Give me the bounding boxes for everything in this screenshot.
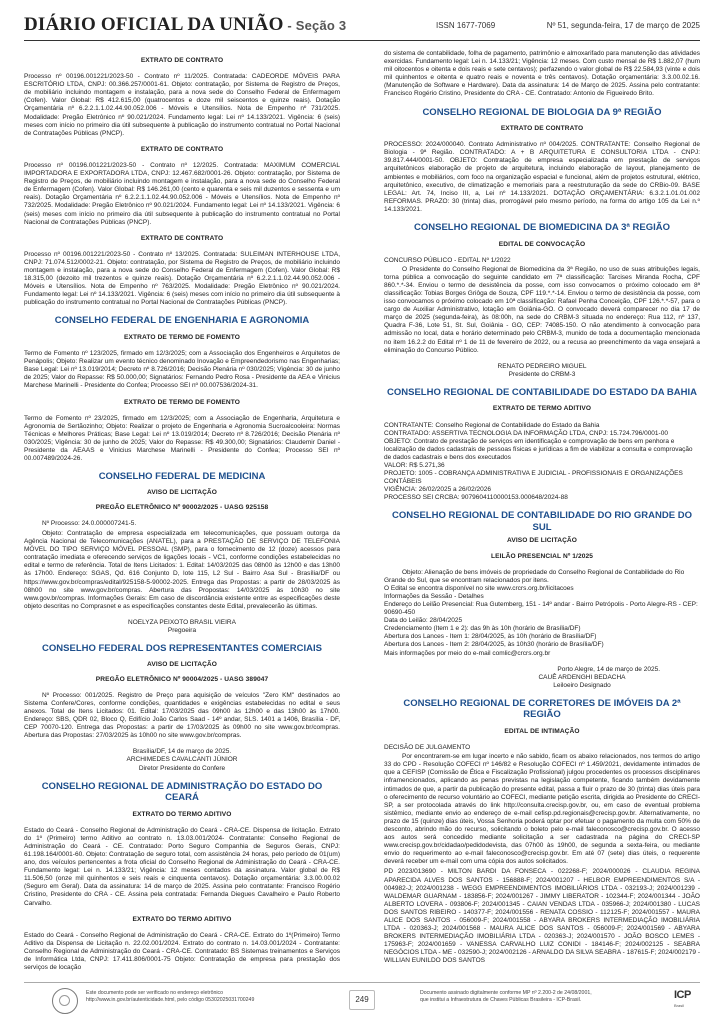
paragraph: Termo de Fomento nº 123/2025, firmado em 12/3/2025; com a Associação dos Engenheiros e Arquitetos de Penápolis; Objeto: Realizar um evento técnico denominado Inovação e Empreendedorismo nas Engenharias; Base Legal: Lei nº 13.019/2014; Decreto nº 8.726/2016; Decisão Plenária nº 030/2025; Vigência: 30 de junho de 2025; Valor do Repasse: R$ 50.000,00; Signatários: Fernando Pedro Rosa - Presidente da AEA e Vinicius Marchese Marinelli - Presidente do Confea; Processo SEI nº 00.007536/2024-31.	[24, 350, 340, 390]
signature-block	[384, 666, 700, 690]
section-heading: EDITAL DE CONVOCAÇÃO	[498, 240, 586, 248]
paragraph: DECISÃO DE JULGAMENTO	[384, 744, 471, 752]
paragraph: PROCESSO: 2024/000040. Contrato Administrativo nº 004/2025. CONTRATANTE: Conselho Regional de Biologia - 9ª Região. CONTRATADO: A + B ARQUITETURA E CONSULTORIA LTDA - CNPJ: 39.817.444/0001-50. OBJETO: Contratação de empresa especializada em prestação de serviços arquitetônicos elaboração de projeto de arquitetura, incluindo elaboração de layout, planejamento de ambientes e mobiliários, com foco na organização espacial e funcional, além de projetos estrutural, elétrico, arquitetônico, executivo, de climatização e memoriais para a reestruturação da sede do CRBio-09. BASE LEGAL: Art. 74, Inciso III, a, Lei nº 14.133/2021. DOTAÇÃO ORÇAMENTÁRIA: 6.3.2.1.01.01.002 REFORMAS. PRAZO: 30 (trinta) dias, prorrogável pelo mesmo período, na forma do artigo 105 da Lei n.º 14.133/2021.	[384, 141, 700, 213]
page-number: 249	[349, 990, 375, 1010]
right-column	[384, 50, 700, 972]
organization-heading: CONSELHO REGIONAL DE CONTABILIDADE DO ESTADO DA BAHIA	[387, 386, 697, 398]
section-heading: EXTRATO DE CONTRATO	[140, 145, 224, 153]
section-subheading: PREGÃO ELETRÔNICO Nº 90002/2025 - UASG 925158	[95, 503, 269, 511]
icp-brasil-logo-icon	[672, 987, 700, 1013]
footer-rule	[24, 982, 700, 983]
paragraph: Termo de Fomento nº 23/2025, firmado em 12/3/2025; com a Associação de Engenharia, Arquitetura e Agronomia de Sertãozinho; Objeto: Realizar o projeto de Engenharia e Agronomia Sucroalcooleira: Normas Técnicas e Melhores Práticas; Base Legal: Lei nº 13.019/2014; Decreto nº 8.726/2016; Decisão Plenária nº 030/2025; Vigência: 30 de junho de 2025; Valor do Repasse: R$ 49.300,00; Signatários: Claudemir Daniel - Presidente da AEAAS e Vinicius Marchese Marinelli - Presidente do Confea; Processo SEI nº 00.007489/2024-26.	[24, 414, 340, 463]
signer-name: ARCHIMEDES CAVALCANTI JÚNIOR	[126, 756, 238, 764]
organization-heading: CONSELHO FEDERAL DE ENGENHARIA E AGRONOMIA	[54, 315, 310, 327]
paragraph: Objeto: Alienação de bens imóveis de propriedade do Conselho Regional de Contabilidade do Rio Grande do Sul, que se encontram relacionados por itens. O Edital se encontra disponível no site www.crcrs.org.br/licitacoes Informações da Sessão - Detalhes Endereço do Leilão Presencial: Rua Gutemberg, 151 - 14º andar - Bairro Petrópolis - Porto Alegre-RS - CEP: 90690-450 Data do Leilão: 28/04/2025 Credenciamento (Item 1 e 2): das 9h às 10h (horário de Brasília/DF) Abertura dos Lances - Item 1: 28/04/2025, às 10h (horário de Brasília/DF) Abertura dos Lances - Item 2: 28/04/2025, às 10h30 (horário de Brasília/DF) Mais informações por meio do e-mail comlic@crcrs.org.br	[384, 568, 698, 657]
gazette-name: DIÁRIO OFICIAL DA UNIÃO	[24, 14, 284, 35]
section-heading: AVISO DE LICITAÇÃO	[146, 660, 218, 668]
section-heading: AVISO DE LICITAÇÃO	[506, 537, 578, 545]
paragraph: Por encontrarem-se em lugar incerto e não sabido, ficam os abaixo relacionados, nos termos do artigo 33 do CPD - Resolução COFECI nº 146/82 e Resolução COFECI nº 1.459/2021, devidamente intimados de que a CEFISP (Comissão de Ética e Fiscalização Profissional) julgou procedentes os processos disciplinares inframencionados, aplicando as penas previstas na legislação competente, ficando também devidamente intimados de que, a partir da publicação do presente edital, passa a fluir o prazo de 30 (trinta) dias úteis para o oferecimento de recurso voluntário ao COFECI, mediante petição escrita, dirigida ao Presidente do CRECI-SP, a ser protocolada através do link http://consulta.crecisp.gov.br, ou, em caso de eventual problema sistêmico, mediante envio ao endereço de e-mail cefisp.pd.regionais@crecisp.gov.br. Alternativamente, no prazo de 15 (quinze) dias úteis, Vossa Senhoria poderá optar por efetuar o pagamento da multa com 50% de desconto, abrindo mão do recurso, solicitando o boleto pelo e-mail faleconosco@crecisp.gov.br. O acesso aos autos será concedido mediante solicitação a ser cadastrada na página do CRECI-SP www.crecisp.gov.br/cidadao/pedidodevista, das 07h00 às 19h00, de segunda a sexta-feira, ou mediante envio do requerimento ao e-mail faleconosco@crecisp.gov.br. Em até 07 (sete) dias úteis, o requerente deverá receber um e-mail com uma cópia dos autos solicitados.	[384, 753, 700, 866]
paragraph: Nº Processo: 001/2025. Registro de Preço para aquisição de veículos "Zero KM" destinados ao Sistema Confere/Cores, conforme condições, quantidades e exigências estabelecidas no edital e seus anexos. Total de Itens Licitados: 01. Edital: 17/03/2025 das 09h00 às 12h00 e das 13h00 às 17h00. Endereço: SBS, QDR 02, Bloco Q, Edifício João Carlos Saad - 14º andar, SLS. 1401 a 1406, Brasília - DF, CEP 70070-120. Entrega das Propostas: a partir de 17/03/2025 às 09h00 no site www.gov.br/compras. Abertura das Propostas: 27/03/2025 às 10h00 no site www.gov.br/compras.	[24, 691, 340, 740]
paragraph: Nº Processo: 24.0.000007241-5.	[42, 519, 137, 527]
issn: ISSN 1677-7069	[436, 21, 496, 30]
section-heading: EXTRATO DE TERMO ADITIVO	[492, 405, 592, 413]
section-heading: EXTRATO DO TERMO ADITIVO	[132, 915, 232, 923]
signature-block	[24, 748, 340, 772]
signature-place-date: Porto Alegre, 14 de março de 2025.	[557, 665, 660, 673]
organization-heading: CONSELHO REGIONAL DE CONTABILIDADE DO RIO GRANDE DO SUL	[392, 510, 692, 533]
paragraph: Estado do Ceará - Conselho Regional de Administração do Ceará - CRA-CE. Extrato do 1º(Primeiro) Termo Aditivo da Dispensa de Licitação n. 22.02.001/2024. Extrato do contrato n. 14.03.001/2024 - Contratante: Conselho Regional de Administração do Ceará - CRA-CE. Contratado: BS Sistemas treinamentos e Serviços de Informática Ltda, CNPJ: 17.411.806/0001-75 Objeto: Contratação de empresa para prestação dos serviços de locação	[24, 931, 340, 972]
footer-verification-link[interactable]: http://www.in.gov.br/autenticidade.html, pelo código 05302025031700249	[86, 997, 255, 1003]
signer-role: Presidente do CRBM-3	[508, 370, 576, 378]
paragraph: Processo nº 00196.001221/2023-50 - Contrato nº 13/2025. Contratada: SULEIMAN INTERHOUSE LTDA, CNPJ: 71.074.512/0002-21. Objeto: contratação, por Sistema de Registro de Preços, de mobiliário incluindo montagem e instalação, para a nova sede do Conselho Federal de Enfermagem (Cofen). Valor Global: R$ 18.315,00 (dezoito mil trezentos e quinze reais). Dotação Orçamentária nº 6.2.2.1.1.02.44.90.052.006 - Móveis e Utensílios. Nota de Empenho nº 763/2025. Modalidade: Pregão Eletrônico nº 90.021/2024. Fundamento legal: Lei nº 14.133/2021. Vigência: 6 (seis) meses com início no primeiro dia útil subsequente à publicação do instrumento contratual no Portal Nacional de Contratações Públicas (PNCP).	[24, 250, 340, 307]
paragraph: do sistema de contabilidade, folha de pagamento, patrimônio e almoxarifado para manutenção das atividades exercidas. Fundamento legal: Lei n. 14.133/21; Vigência: 12 meses. Com custo mensal de R$ 1.882,07 (hum mil oitocentos e oitenta e dois reais e sete centavos); perfazendo o valor global de R$ 22.584,93 (vinte e dois mil quinhentos e oitenta e quatro reais e noventa e três centavos). Dotação orçamentária: 3.3.00.02.16.(Manutenção de Software e Hardware). Data da assinatura: 14 de Março de 2025. Assina pelo contratante: Francisco Rogério Cristino, Presidente do CRA - CE. Contratado: Antonio de Figueiredo Brito.	[384, 50, 700, 98]
signer-role: Leiloeiro Designado	[553, 681, 611, 689]
paragraph: O Presidente do Conselho Regional de Biomedicina da 3ª Região, no uso de suas atribuições legais, torna pública a convocação do seguinte candidato em 7ª classificação: Tarcises Miranda Rocha, CPF 860.*.*-34. Enviou o termo de desistência da posse, com isso convocamos o próximo colocado em 8ª classificação: Tobias Borges Griôga de Souza, CPF 119.*.*-14. Enviou o termo de desistência da posse, com isso convocamos o próximo colocado em 10ª classificação: Rafael Penha Conceição, CPF 126.*.*-57, para o cargo de Auxiliar Administrativo, lotação em Goiânia-GO. O convocado deverá comparecer no dia 17 de março de 2025 (segunda-feira), às 08:00h, na sede do CRBM-3 situada no endereço: Rua 112, nº 137, Quadra F-36, Lote 51, St. Sul, Goiânia - GO, CEP: 74085-150. O não atendimento à convocação para admissão no local, data e horário determinado pelo CRBM-3, munido de toda a documentação mencionada no item 16.2.2 do Edital nº 1 de 11 de fevereiro de 2022, ou a recusa ao preenchimento da vaga ensejará a eliminação do Concurso Público.	[384, 265, 700, 354]
header-rule	[24, 40, 700, 41]
organization-heading: CONSELHO FEDERAL DOS REPRESENTANTES COMERCIAIS	[42, 643, 322, 655]
signer-name: CAUÊ ARDENGHI BEDACHA	[538, 673, 626, 681]
organization-heading: CONSELHO FEDERAL DE MEDICINA	[98, 471, 266, 483]
section-heading: EXTRATO DE CONTRATO	[140, 234, 224, 242]
organization-heading: CONSELHO REGIONAL DE ADMINISTRAÇÃO DO ESTADO DO CEARÁ	[41, 780, 323, 804]
issue-number-date: Nº 51, segunda-feira, 17 de março de 2025	[546, 21, 700, 30]
coat-of-arms-icon	[52, 988, 78, 1014]
paragraph: CONTRATANTE: Conselho Regional de Contabilidade do Estado da Bahia CONTRATADO: ASSERTIVA TECNOLOGIA DA INFORMAÇÃO LTDA, CNPJ: 15.724.796/0001-00 OBJETO: Contrato de prestação de serviços em identificação e comprovação de bens em penhora e localização de dados cadastrais de pessoas físicas e jurídicas a fim de viabilizar a consulta e comprovação de dados cadastrais e bens dos executados VALOR: R$ 5.271,36 PROJETO: 1005 - COBRANÇA ADMINISTRATIVA E JUDICIAL - PROFISSIONAIS E ORGANIZAÇÕES CONTÁBEIS VIGÊNCIA: 26/02/2025 a 26/02/2026 PROCESSO SEI CRCBA: 9079604110000153.000648/2024-88	[384, 421, 693, 502]
signature-place-date: Brasília/DF, 14 de março de 2025.	[132, 748, 232, 756]
signer-name: NOELYZA PEIXOTO BRASIL VIEIRA	[128, 618, 236, 626]
section-subheading: PREGÃO ELETRÔNICO Nº 90004/2025 - UASG 389047	[95, 675, 269, 683]
footer-verification	[86, 990, 316, 1004]
paragraph: Processo nº 00196.001221/2023-50 - Contrato nº 11/2025. Contratada: CADEORDE MÓVEIS PARA ESCRITÓRIO LTDA, CNPJ: 00.366.257/0001-61. Objeto: contratação, por Sistema de Registro de Preços, de mobiliário incluindo montagem e instalação, para a nova sede do Conselho Federal de Enfermagem (Cofen). Valor Global: R$ 412.615,00 (quatrocentos e doze mil seiscentos e quinze reais). Dotação Orçamentária nº 6.2.2.1.1.02.44.90.052.006 - Móveis e Utensílios. Nota de Empenho nº 731/2025. Modalidade: Pregão Eletrônico nº 90.021/2024. Fundamento legal: Lei nº 14.133/2021. Vigência: 6 (seis) meses com início no primeiro dia útil subsequente à publicação do instrumento contratual no Portal Nacional de Contratações Públicas (PNCP).	[24, 73, 340, 137]
paragraph: Objeto: Contratação de empresa especializada em telecomunicações, que possuam outorga da Agência Nacional de Telecomunicações (ANATEL), para a PRESTAÇÃO DE SERVIÇO DE TELEFONIA MÓVEL DO TIPO SERVIÇO MÓVEL PESSOAL (SMP), para o fornecimento de 12 (doze) acessos para contratação imediata e oferecendo serviços de ligações locais - VC1, conforme condições estabelecidas no edital e termo de referência. Total de Itens Licitados: 1. Edital: 14/03/2025 das 08h00 às 12h00 e das 13h00 às 17h00. Endereço: SGAS, Qd. 616 Conjunto D, lote 115, L2 Sul - Bairro Asa Sul - Brasília/DF ou https://www.gov.br/compras/edital/925158-5-90002-2025. Entrega das Propostas: a partir de 28/03/2025 às 08h00 no site www.gov.br/compras. Abertura das Propostas: 14/03/2025 às 10h30 no site www.gov.br/compras. Informações Gerais: Em caso de discordância existente entre as especificações deste objeto descritas no Comprasnet e as especificações constantes deste Edital, prevalecerão às últimas.	[24, 529, 340, 610]
signer-role: Diretor Presidente do Confere	[138, 764, 226, 772]
section-heading: EXTRATO DE CONTRATO	[500, 125, 584, 133]
section-heading: EXTRATO DE TERMO DE FOMENTO	[124, 333, 240, 341]
icp-logo-label: ICP	[674, 989, 691, 1001]
signer-name: RENATO PEDREIRO MIGUEL	[497, 362, 587, 370]
paragraph: Estado do Ceará - Conselho Regional de Administração do Ceará - CRA-CE. Dispensa de licitação. Extrato do 1º (Primeiro) termo Aditivo ao contrato n. 13.03.001/2024- Contratante: Conselho Regional de Administração do Ceará - CE. Contratado: Porto Seguro Companhia de Seguros Gerais, CNPJ: 61.198.164/0001-60. Objeto: Contratação de seguro total, com assistência 24 horas, pelo período de 01(um) ano, dos veículos pertencentes a frota oficial do Conselho Regional de Administração do Ceará - CRA-CE. Fundamento legal: Lei n. 14.133/21; Vigência: 12 meses contados da assinatura. Valor global de R$ 11.506,50 (onze mil quinhentos e seis reais e cinquenta centavos). Dotação orçamentária: 3.3.00.00.02 (Seguro em Geral). Data da assinatura: 14 de março de 2025. Assina pelo contratante: Francisco Rogério Cristino, Presidente do CRA - CE. Assina pela contratada: Fernanda Diegues Cavalheiro e Paulo Roberto Carvalho.	[24, 826, 340, 907]
section-heading: EXTRATO DE TERMO DE FOMENTO	[124, 398, 240, 406]
paragraph: CONCURSO PÚBLICO - EDITAL Nº 1/2022	[384, 256, 511, 264]
section-subheading: LEILÃO PRESENCIAL Nº 1/2025	[490, 552, 594, 560]
signature-block	[384, 363, 700, 379]
signer-role: Pregoeira	[167, 626, 197, 634]
paragraph: Processo nº 00196.001221/2023-50 - Contrato nº 12/2025. Contratada: MAXIMUM COMERCIAL IMPORTADORA E EXPORTADORA LTDA, CNPJ: 12.467.682/0001-26. Objeto: contratação, por Sistema de Registro de Preços, de mobiliário incluindo montagem e instalação, para a nova sede do Conselho Federal de Enfermagem (Cofen). Valor Global: R$ 146.261,00 (cento e quarenta e seis mil duzentos e sessenta e um reais). Dotação Orçamentária nº 6.2.2.1.1.02.44.90.052.006 - Móveis e Utensílios. Nota de Empenho nº 732/2025. Modalidade: Pregão Eletrônico nº 90.021/2024. Fundamento legal: Lei nº 14.133/2021. Vigência: 6 (seis) meses com início no primeiro dia útil subsequente à publicação do instrumento contratual no Portal Nacional de Contratações Públicas (PNCP).	[24, 161, 340, 226]
page-header	[24, 10, 700, 38]
footer-signature-note	[420, 990, 665, 1004]
section-heading: EXTRATO DE CONTRATO	[140, 57, 224, 64]
section-label: - Seção 3	[283, 18, 347, 33]
footer-verification-line: Este documento pode ser verificado no endereço eletrônico	[86, 990, 223, 996]
footer-signature-line: que institui a Infraestrutura de Chaves Públicas Brasileira - ICP-Brasil.	[420, 997, 582, 1003]
gazette-title	[24, 14, 346, 36]
organization-heading: CONSELHO REGIONAL DE BIOLOGIA DA 9ª REGIÃO	[422, 106, 662, 118]
section-heading: EXTRATO DO TERMO ADITIVO	[132, 810, 232, 818]
signature-block	[24, 619, 340, 635]
organization-heading: CONSELHO REGIONAL DE CORRETORES DE IMÓVEIS DA 2ª REGIÃO	[403, 697, 681, 721]
icp-logo-sub: Brasil	[674, 1003, 685, 1008]
paragraph: PD 2023/013690 - MILTON BARDI DA FONSECA - 022268-F; 2024/000026 - CLAUDIA REGINA APARECIDA ALVES DOS SANTOS - 156888-F; 2024/001207 - HELBOR EMPREENDIMENTOS S/A - 004982-J; 2024/001238 - WEGG EMPREENDIMENTOS IMOBILIÁRIOS LTDA - 032193-J; 2024/001239 - WALDEMAR GUARNAM - 183856-F; 2024/001267 - JIMMY LIBERATOR - 102344-F; 2024/001344 - JOÃO ALBERTO LOVERA - 093806-F; 2024/001345 - CAIAN VENDAS LTDA - 035966-J; 2024/001380 - LUCAS DOS SANTOS RIBEIRO - 140377-F; 2024/001556 - RENATA COSSIO - 112125-F; 2024/001557 - MAURA ALICE DOS SANTOS - 056009-F; 2024/001558 - ABYARA BROKERS INTERMEDIAÇÃO IMOBILIÁRIA LTDA - 020363-J; 2024/001568 - MAURA ALICE DOS SANTOS - 056009-F; 2024/001569 - ABYARA BROKERS INTERMEDIAÇÃO IMOBILIÁRIA LTDA - 020363-J; 2024/001570 - JOÃO BOSCO LEMES - 175963-F; 2024/001659 - VANESSA CARVALHO LUIZ CONIDI - 184146-F; 2024/002125 - SEABRA NEGÓCIOS LTDA - ME - 032590-J; 2024/002126 - ARNALDO DA SILVA SEABRA - 187615-F; 2024/002179 - WILLIAN EUNILDO DOS SANTOS	[384, 868, 700, 965]
organization-heading: CONSELHO REGIONAL DE BIOMEDICINA DA 3ª REGIÃO	[414, 222, 670, 233]
footer-signature-line: Documento assinado digitalmente conforme MP nº 2.200-2 de 24/08/2001,	[420, 990, 592, 996]
section-heading: EDITAL DE INTIMAÇÃO	[504, 727, 580, 735]
left-column	[24, 50, 340, 972]
section-heading: AVISO DE LICITAÇÃO	[146, 488, 218, 496]
